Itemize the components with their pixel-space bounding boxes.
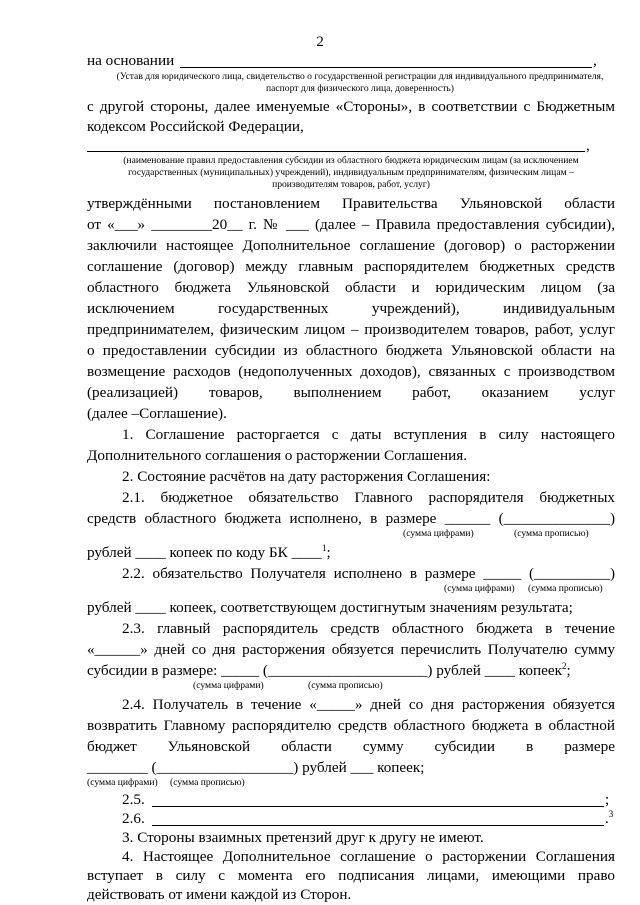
main-line-7: предпринимателем, физическим лицом – производителем товаров, работ, услуг — [87, 321, 615, 338]
item-4-line-2: вступает в силу с момента его подписания лицами, имеющими право — [87, 867, 615, 884]
item-2-6-label: 2.6. — [122, 810, 145, 827]
main-line-3: заключили настоящее Дополнительное соглашение (договор) о расторжении — [87, 237, 615, 254]
footnote-3-ref: 3 — [608, 808, 614, 819]
main-line-4: соглашение (договор) между главным распорядителем бюджетных средств — [87, 258, 615, 275]
main-line-8: о предоставлении субсидии из областного бюджета Ульяновской области на — [87, 342, 615, 359]
item-2-5-field[interactable] — [152, 806, 604, 807]
item-2-3-note-words: (сумма прописью) — [308, 680, 383, 691]
basis-label: на основании — [87, 52, 175, 69]
footnote-2-ref: 2 — [562, 660, 567, 671]
item-1-line-1: 1. Соглашение расторгается с даты вступления в силу настоящего — [122, 426, 615, 443]
other-side-line-1: с другой стороны, далее именуемые «Стороны», в соответствии с Бюджетным — [87, 98, 615, 115]
item-2-2-line-2: рублей ____ копеек, соответствующем достигнутым значениям результата; — [87, 599, 573, 616]
item-2-4-line-3: бюджет Ульяновской области сумму субсидии в размере — [87, 738, 615, 755]
rules-field[interactable] — [87, 151, 585, 152]
item-2-1-note-words: (сумма прописью) — [514, 528, 589, 539]
item-2-3-line-1: 2.3. главный распорядитель средств областного бюджета в течение — [122, 620, 615, 637]
item-2-2-note-digits: (сумма цифрами) — [444, 583, 515, 594]
main-line-2: от «___» ________20__ г. № ___ (далее – Правила предоставления субсидии), — [87, 216, 615, 233]
main-line-10: (реализацией) товаров, выполнением работ, оказанием услуг — [87, 384, 615, 401]
item-2-6-end: .$^3$ — [605, 808, 614, 827]
main-line-1: утверждёнными постановлением Правительства Ульяновской области — [87, 195, 615, 212]
rules-note-3: производителям товаров, работ, услуг) — [272, 179, 430, 190]
main-line-11: (далее –Соглашение). — [87, 405, 227, 422]
rules-note-2: государственных (муниципальных) учреждений), индивидуальным предпринимателям, физическим лицам – — [128, 167, 574, 178]
main-line-9: возмещение расходов (недополученных доходов), связанных с производством — [87, 363, 615, 380]
other-side-line-2: кодексом Российской Федерации, — [87, 118, 304, 135]
main-line-6: исключением государственных учреждений), индивидуальным — [87, 300, 615, 317]
rules-note-1: (наименование правил предоставления субсидии из областного бюджета юридическим лицам (за исключением — [123, 155, 579, 166]
main-line-5: областного бюджета Ульяновской области и юридическим лицом (за — [87, 279, 615, 296]
item-2-2-note-words: (сумма прописью) — [528, 583, 603, 594]
item-3: 3. Стороны взаимных претензий друг к другу не имеют. — [122, 829, 484, 846]
item-2-3-line-3: субсидии в размере: _____ (_____________________) рублей ____ копеек$^2$; — [87, 660, 571, 679]
item-2-6-field[interactable] — [152, 825, 604, 826]
item-4-line-1: 4. Настоящее Дополнительное соглашение о расторжении Соглашения — [122, 848, 615, 865]
item-2-heading: 2. Состояние расчётов на дату расторжения Соглашения: — [122, 468, 491, 485]
basis-end: , — [593, 52, 597, 69]
footnote-1-ref: 1 — [321, 542, 327, 553]
item-2-1-line-1: 2.1. бюджетное обязательство Главного распорядителя бюджетных — [122, 489, 615, 506]
item-2-4-line-2: возвратить Главному распорядителю средств областного бюджета в областной — [87, 717, 615, 734]
item-2-1-line-3: рублей ____ копеек по коду БК ____$^1$; — [87, 542, 331, 561]
item-2-5-end: ; — [605, 791, 610, 808]
item-2-3-line-2: «______» дней со дня расторжения обязуется перечислить Получателю сумму — [87, 641, 615, 658]
basis-note-1: (Устав для юридического лица, свидетельство о государственной регистрации для индивидуального предпринимателя, — [116, 71, 604, 82]
item-2-4-line-4: ________ (__________________) рублей ___ копеек; — [87, 759, 425, 776]
item-2-1-note-digits: (сумма цифрами) — [403, 528, 474, 539]
page-number: 2 — [316, 33, 324, 50]
rules-field-end: , — [586, 137, 590, 154]
basis-field[interactable] — [180, 67, 592, 68]
item-2-4-note-digits: (сумма цифрами) — [87, 777, 158, 788]
item-2-4-line-1: 2.4. Получатель в течение «_____» дней со дня расторжения обязуется — [122, 696, 615, 713]
item-2-5-label: 2.5. — [122, 791, 145, 808]
item-2-3-note-digits: (сумма цифрами) — [193, 680, 264, 691]
item-2-1-line-2: средств областного бюджета исполнено, в размере ______ (______________) — [87, 510, 615, 527]
item-4-line-3: действовать от имени каждой из Сторон. — [87, 886, 352, 903]
basis-note-2: паспорт для физического лица, доверенность) — [266, 83, 454, 94]
item-1-line-2: Дополнительного соглашения о расторжении Соглашения. — [87, 447, 468, 464]
item-2-2-line-1: 2.2. обязательство Получателя исполнено в размере _____ (__________) — [122, 565, 615, 582]
item-2-4-note-words: (сумма прописью) — [170, 777, 245, 788]
